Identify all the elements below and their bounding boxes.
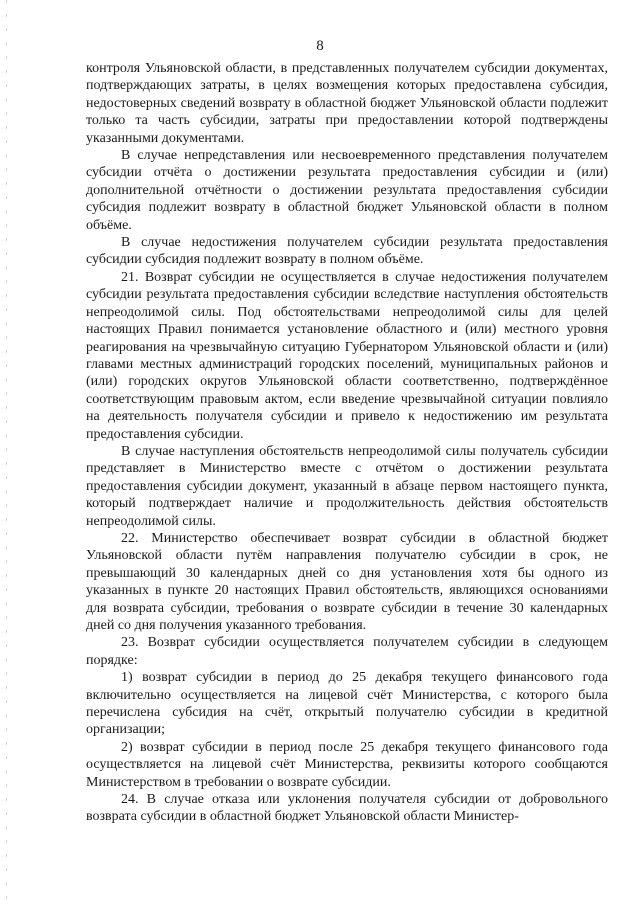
paragraph-clause-23: 23. Возврат субсидии осуществляется получателем субсидии в следующем порядке: (86, 635, 608, 668)
paragraph-clause-24: 24. В случае отказа или уклонения получателя субсидии от добровольного возврата субсидии в областной бюджет Ульяновской области Министер- (86, 792, 608, 825)
paragraph-clause-23-item-2: 2) возврат субсидии в период после 25 декабря текущего финансового года осуществляется на лицевой счёт Министерства, реквизиты которого сообщаются Министерством в требовании о возврате субсидии. (86, 739, 608, 790)
paragraph-continuation: контроля Ульяновской области, в представленных получателем субсидии документах, подтверждающих затраты, в целях возмещения которых предоставлена субсидия, недостоверных сведений возврату в областной бюджет Ульяновской области подлежит только та часть субсидии, затраты при предоставлении которой подтверждены указанными документами. (86, 61, 608, 146)
paragraph-report-failure: В случае непредставления или несвоевременного представления получателем субсидии отчёта о достижении результата предоставления субсидии и (или) дополнительной отчётности о достижении результата предоставления субсидии субсидия подлежит возврату в областной бюджет Ульяновской области в полном объёме. (86, 148, 608, 233)
page-number: 8 (316, 38, 324, 54)
paragraph-clause-21: 21. Возврат субсидии не осуществляется в случае недостижения получателем субсидии результата предоставления субсидии вследствие наступления обстоятельств непреодолимой силы. Под обстоятельствами непреодолимой силы для целей настоящих Правил понимается установление областного и (или) местного уровня реагирования на чрезвычайную ситуацию Губернатором Ульяновской области и (или) главами местных администраций городских поселений, муниципальных районов и (или) городских округов Ульяновской области соответственно, подтверждённое соответствующим правовым актом, если введение чрезвычайной ситуации повлияло на деятельность получателя субсидии и привело к недостижению им результата предоставления субсидии. (86, 269, 608, 442)
paragraph-clause-23-item-1: 1) возврат субсидии в период до 25 декабря текущего финансового года включительно осуществляется на лицевой счёт Министерства, с которого была перечислена субсидия на счёт, открытый получателю субсидии в кредитной организации; (86, 670, 608, 738)
document-body (86, 60, 608, 826)
paragraph-force-majeure: В случае наступления обстоятельств непреодолимой силы получатель субсидии представляет в Министерство вместе с отчётом о достижении результата предоставления субсидии документ, указанный в абзаце первом настоящего пункта, который подтверждает наличие и продолжительность действия обстоятельств непреодолимой силы. (86, 443, 608, 529)
paragraph-result-failure: В случае недостижения получателем субсидии результата предоставления субсидии субсидия подлежит возврату в полном объёме. (86, 235, 608, 268)
paragraph-clause-22: 22. Министерство обеспечивает возврат субсидии в областной бюджет Ульяновской области путём направления получателю субсидии в срок, не превышающий 30 календарных дней со дня установления хотя бы одного из указанных в пункте 20 настоящих Правил обстоятельств, являющихся основаниями для возврата субсидии, требования о возврате субсидии в течение 30 календарных дней со дня получения указанного требования. (86, 530, 608, 633)
scan-edge (6, 0, 7, 905)
